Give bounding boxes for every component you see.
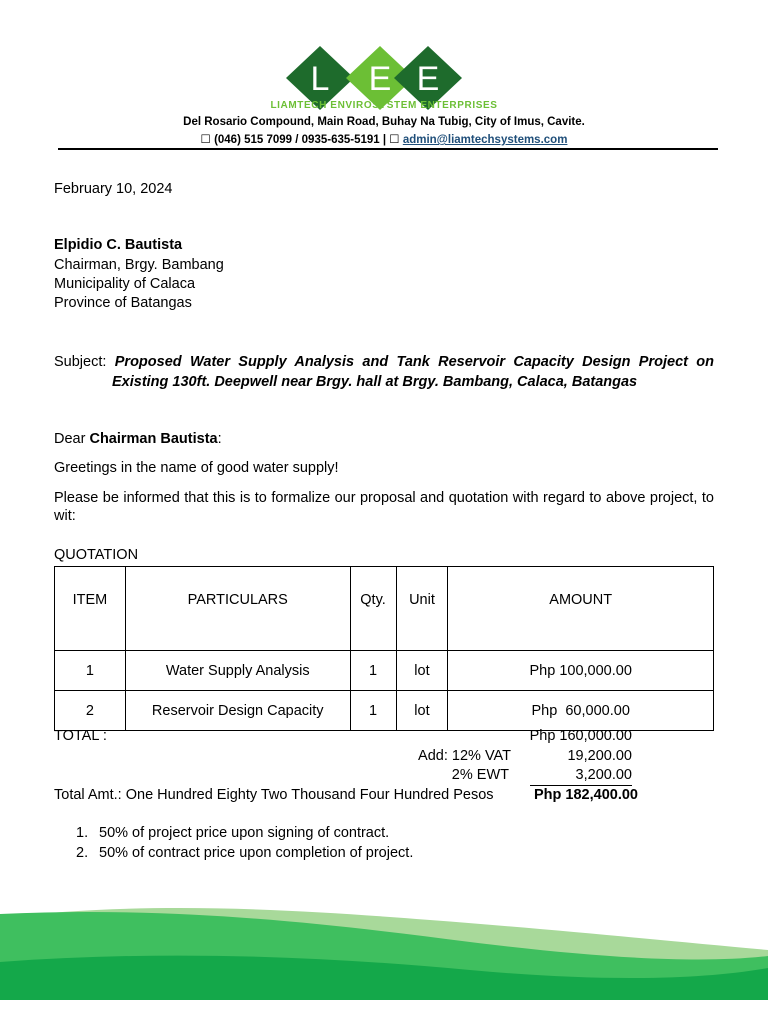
list-item-number: 1. [76,825,89,841]
cell-unit: lot [396,691,448,731]
vat-label: Add: 12% VAT [418,748,511,764]
table-row [55,691,714,731]
salutation-name: Chairman Bautista [89,431,218,447]
intro-paragraph: Please be informed that this is to formalize our proposal and quotation with regard to above project, to wit: [54,490,714,524]
footer-waves [0,880,768,1024]
salutation [54,430,222,449]
list-item [76,843,413,863]
company-address: Del Rosario Compound, Main Road, Buhay Na Tubig, City of Imus, Cavite. [183,116,585,128]
footer-baseline [0,1000,768,1024]
company-phone: (046) 515 7099 / 0935-635-5191 [214,134,380,146]
phone-icon: ☐ [200,134,211,146]
cell-unit: lot [396,651,448,691]
logo-letter-e1: E [368,60,392,98]
cell-amount: Php 60,000.00 [448,691,714,731]
subject-line-1: Proposed Water Supply Analysis and Tank Reservoir Capacity Design Project on [114,354,715,370]
cell-item: 1 [55,651,126,691]
list-item [76,823,413,843]
header-particulars: PARTICULARS [125,567,350,651]
company-name: LIAMTECH ENVIROSYSTEM ENTERPRISES [270,100,498,111]
logo-letter-e2: E [416,60,440,98]
company-contact: ☐ (046) 515 7099 / 0935-635-5191 | ☐ admin@liamtechsystems.com [200,134,568,146]
grand-total-value: Php 182,400.00 [534,787,638,803]
cell-amount: Php 100,000.00 [448,651,714,691]
quotation-title: QUOTATION [54,547,139,563]
cell-qty: 1 [350,651,396,691]
company-email-link[interactable]: admin@liamtechsystems.com [402,134,568,146]
cell-item: 2 [55,691,126,731]
header-unit: Unit [396,567,448,651]
subject-line-2: Existing 130ft. Deepwell near Brgy. hall at Brgy. Bambang, Calaca, Batangas [112,374,638,390]
list-item-text: 50% of project price upon signing of contract. [99,825,390,841]
payment-terms-list [76,823,413,863]
email-icon: ☐ [389,134,400,146]
total-label: TOTAL : [54,728,107,744]
recipient-municipality: Municipality of Calaca [54,276,196,292]
vat-value: 19,200.00 [567,748,632,764]
quotation-table [54,566,714,731]
subject-label: Subject: [54,354,107,370]
salutation-prefix: Dear [54,431,86,447]
header-item: ITEM [55,567,126,651]
ewt-label: 2% EWT [451,767,509,783]
recipient-name: Elpidio C. Bautista [54,237,183,253]
header-amount: AMOUNT [448,567,714,651]
cell-qty: 1 [350,691,396,731]
table-row [55,651,714,691]
recipient-position: Chairman, Brgy. Bambang [54,257,224,273]
greeting-text: Greetings in the name of good water supply! [54,460,339,476]
grand-total-label: Total Amt.: One Hundred Eighty Two Thousand Four Hundred Pesos [54,787,494,803]
letter-date: February 10, 2024 [54,181,173,197]
ewt-value: 3,200.00 [530,766,632,786]
list-item-number: 2. [76,845,89,861]
cell-particulars: Water Supply Analysis [125,651,350,691]
recipient-province: Province of Batangas [54,295,192,311]
cell-particulars: Reservoir Design Capacity [125,691,350,731]
subject-block [54,352,714,392]
list-item-text: 50% of contract price upon completion of project. [99,845,414,861]
logo-letter-l: L [310,60,330,98]
header-divider [58,148,718,150]
table-header-row [55,567,714,651]
salutation-suffix: : [217,431,222,447]
header-qty: Qty. [350,567,396,651]
total-value: Php 160,000.00 [529,728,632,744]
